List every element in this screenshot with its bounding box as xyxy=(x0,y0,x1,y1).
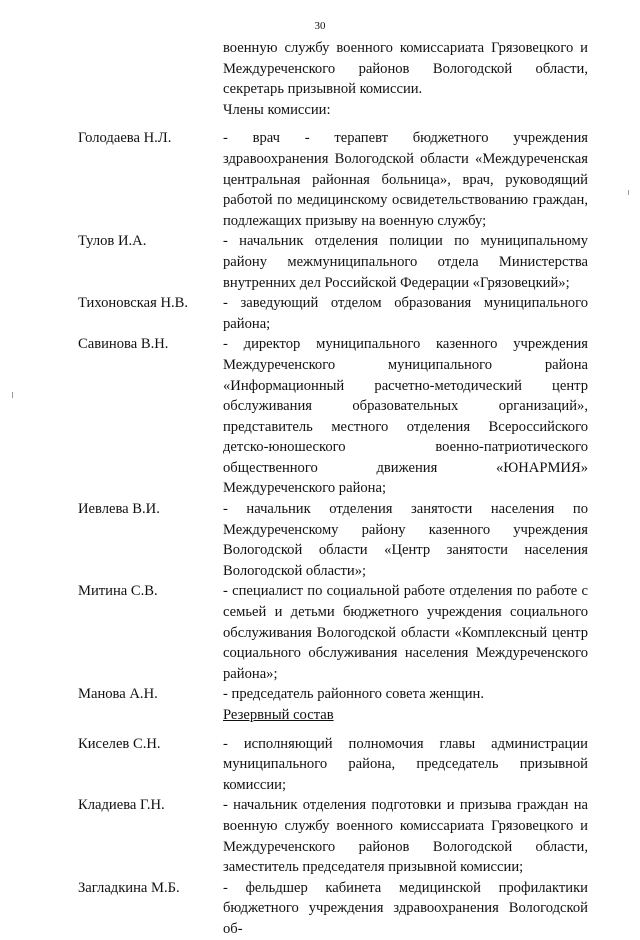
member-role: - врач - терапевт бюджетного учреждения здравоохранения Вологодской области «Междуреченская центральная районная больница», врач, руководящий работой по медицинскому освидетельствованию граждан, подлежащих призыву на военную службу; xyxy=(223,130,588,229)
reserve-list xyxy=(78,734,588,940)
reserve-heading: Резервный состав xyxy=(223,707,334,723)
list-item xyxy=(78,293,588,334)
scan-mark xyxy=(12,392,13,398)
list-item xyxy=(78,231,588,293)
member-name: Кладиева Г.Н. xyxy=(78,797,165,814)
intro-paragraph: военную службу военного комиссариата Грязовецкого и Междуреченского районов Вологодской области, секретарь призывной комиссии. xyxy=(223,40,588,98)
list-item xyxy=(78,795,588,877)
member-role: - фельдшер кабинета медицинской профилактики бюджетного учреждения здравоохранения Вологодской об- xyxy=(223,879,588,937)
member-name: Тихоновская Н.В. xyxy=(78,295,189,312)
list-item xyxy=(78,334,588,499)
member-role: - начальник отделения занятости населения по Междуреченскому району казенного учреждения Вологодской области «Центр занятости населения Вологодской области»; xyxy=(223,501,588,579)
page-number: 30 xyxy=(314,20,326,32)
member-role: - начальник отделения подготовки и призыва граждан на военную службу военного комиссариата Грязовецкого и Междуреченского районов Вологодской области, заместитель председателя призывной комиссии; xyxy=(223,797,588,876)
list-item xyxy=(78,128,588,231)
document-body xyxy=(78,38,588,940)
member-name: Голодаева Н.Л. xyxy=(78,130,172,147)
member-name: Загладкина М.Б. xyxy=(78,879,180,896)
member-name: Иевлева В.И. xyxy=(78,501,160,518)
member-name: Савинова В.Н. xyxy=(78,336,169,353)
member-role: - директор муниципального казенного учреждения Междуреченского муниципального района «Информационный расчетно-методический центр обслуживания образовательных организаций», представитель местного отделения Всероссийского детско-юношеского военно-патриотического общественного движения «ЮНАРМИЯ» Междуреченского района; xyxy=(223,336,588,497)
member-name: Манова А.Н. xyxy=(78,686,158,703)
members-list xyxy=(78,128,588,705)
list-item xyxy=(78,499,588,581)
members-heading: Члены комиссии: xyxy=(223,101,331,118)
list-item xyxy=(78,878,588,940)
member-role: - председатель районного совета женщин. xyxy=(223,686,485,703)
member-name: Митина С.В. xyxy=(78,583,158,600)
list-item xyxy=(78,684,588,705)
member-role: - исполняющий полномочия главы администрации муниципального района, председатель призывной комиссии; xyxy=(223,735,588,793)
member-role: - начальник отделения полиции по муниципальному району межмуниципального отдела Министерства внутренних дел Российской Федерации «Грязовецкий»; xyxy=(223,233,588,291)
member-name: Киселев С.Н. xyxy=(78,735,161,752)
member-role: - специалист по социальной работе отделения по работе с семьей и детьми бюджетного учреждения социального обслуживания Вологодской области «Комплексный центр социального обслуживания населения Междуреченского района»; xyxy=(223,583,588,682)
member-name: Тулов И.А. xyxy=(78,233,147,250)
list-item xyxy=(78,581,588,684)
scan-mark xyxy=(628,190,629,195)
list-item xyxy=(78,734,588,796)
member-role: - заведующий отделом образования муниципального района; xyxy=(223,295,588,332)
